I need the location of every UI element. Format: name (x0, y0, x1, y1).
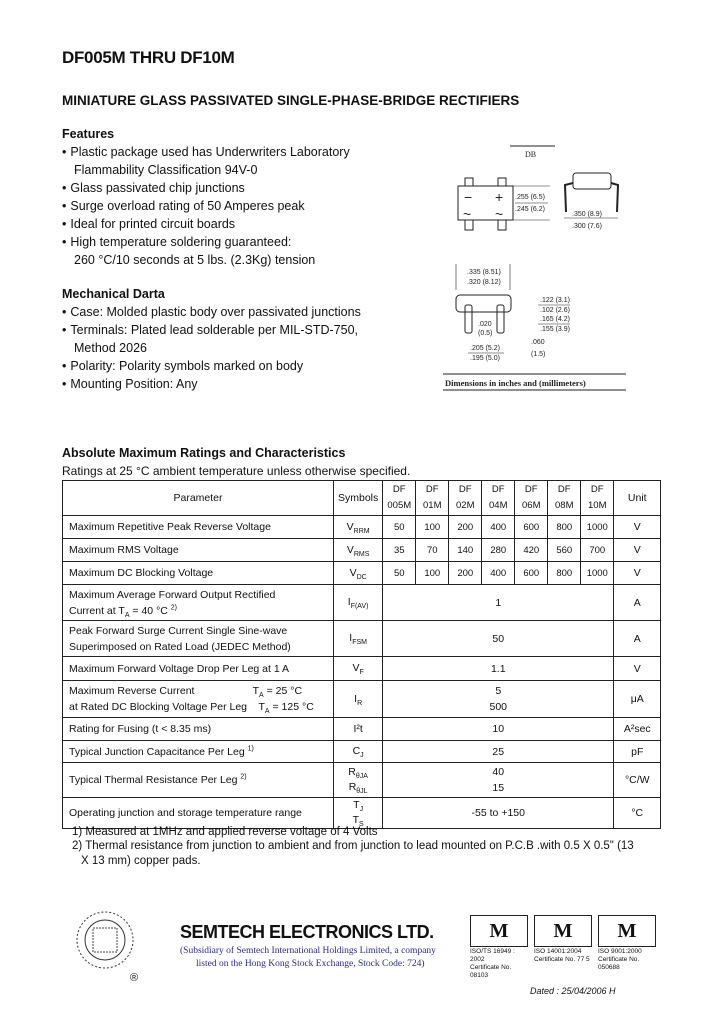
cert-caption (470, 948, 530, 980)
value-cell: 280 (482, 539, 515, 562)
value-cell (383, 621, 614, 657)
mechanical-item: • Mounting Position: Any (62, 377, 198, 391)
part-label: 08M (555, 500, 574, 511)
cert-text: ISO 9001:2000 (598, 948, 642, 955)
value-cell (383, 718, 614, 741)
svg-text:~: ~ (495, 206, 504, 222)
mechanical-item: • Terminals: Plated lead solderable per MIL-STD-750, (62, 323, 358, 337)
header-part (548, 481, 581, 516)
svg-text:.102 (2.6): .102 (2.6) (540, 307, 570, 314)
cert-text: ISO/TS 16949 : 2002 (470, 948, 515, 963)
param-line: Maximum DC Blocking Voltage (69, 567, 214, 579)
unit-cell: °C (614, 798, 661, 829)
mechanical-item: • Case: Molded plastic body over passivated junctions (62, 305, 361, 319)
part-label: DF (557, 484, 571, 495)
value-cell: 420 (515, 539, 548, 562)
table-row (63, 798, 661, 829)
part-label: 005M (387, 500, 412, 511)
table-row (63, 741, 661, 763)
semtech-logo (75, 910, 135, 970)
company-sub-2: listed on the Hong Kong Stock Exchange, Stock Code: 724) (196, 959, 425, 969)
symbol-subscript: F(AV) (350, 603, 369, 611)
value-cell: 50 (383, 562, 416, 585)
svg-text:Dimensions in inches and (mill: Dimensions in inches and (millimeters) (445, 378, 586, 388)
param-line: Typical Thermal Resistance Per Leg $^{2)}$ (69, 773, 247, 786)
symbol-cell (334, 798, 383, 829)
cert-badge: M (470, 915, 528, 947)
mechanical-heading: Mechanical Darta (62, 287, 165, 301)
mechanical-item: • Polarity: Polarity symbols marked on body (62, 359, 303, 373)
value: 50 (492, 632, 505, 645)
symbol: $T_S$ (352, 814, 364, 829)
param-cell (63, 621, 334, 657)
symbol-cell (334, 585, 383, 621)
value-cell: 400 (482, 516, 515, 539)
symbol: $C_J$ (352, 745, 364, 760)
param-cell (63, 741, 334, 763)
symbol-cell (334, 539, 383, 562)
registered-mark: ® (130, 972, 139, 984)
features-item: • Surge overload rating of 50 Amperes peak (62, 199, 305, 213)
footnote-2: 2) Thermal resistance from junction to ambient and from junction to lead mounted on P.C.B .with 0.5 X 0.5" (13 (72, 840, 634, 852)
param-line: Peak Forward Surge Current Single Sine-wave (69, 624, 288, 637)
part-label: DF (524, 484, 538, 495)
table-row (63, 621, 661, 657)
features-item: • Ideal for printed circuit boards (62, 217, 235, 231)
footnote-ref: 2) (170, 604, 177, 611)
value: 1 (495, 596, 502, 609)
svg-text:.205 (5.2): .205 (5.2) (470, 345, 500, 352)
symbol-subscript: S (359, 821, 364, 829)
symbol-cell (334, 516, 383, 539)
symbol: $I_R$ (354, 692, 363, 707)
value-cell: 1000 (581, 562, 614, 585)
footnote-ref: 1) (247, 745, 254, 752)
symbol-subscript: θJA (355, 773, 368, 781)
value-cell: 600 (515, 516, 548, 539)
part-label: DF (458, 484, 472, 495)
footnote-ref: 2) (240, 773, 247, 781)
cert-caption (534, 948, 594, 964)
value-cell: 600 (515, 562, 548, 585)
symbol-cell (334, 681, 383, 718)
param-cell (63, 763, 334, 798)
value-cell: 70 (416, 539, 449, 562)
value-cell: 400 (482, 562, 515, 585)
svg-text:.245 (6.2): .245 (6.2) (515, 206, 545, 213)
value: 5 (495, 685, 502, 697)
table-header-row (63, 481, 661, 516)
symbol-subscript: R (357, 699, 363, 707)
unit-cell: A (614, 621, 661, 657)
symbol: $I_{FSM}$ (349, 632, 367, 647)
symbol: I²t (353, 722, 363, 735)
part-label: 10M (588, 500, 607, 511)
header-part (449, 481, 482, 516)
symbol-cell (334, 621, 383, 657)
header-part (416, 481, 449, 516)
unit-cell: V (614, 562, 661, 585)
header-part (515, 481, 548, 516)
table-row (63, 562, 661, 585)
header-part (482, 481, 515, 516)
features-item: • High temperature soldering guaranteed: (62, 235, 291, 249)
part-label: DF (491, 484, 505, 495)
svg-text:.335 (8.51): .335 (8.51) (467, 269, 501, 276)
footnote-1: 1) Measured at 1MHz and applied reverse voltage of 4 Volts (72, 826, 378, 838)
unit-cell: V (614, 539, 661, 562)
value-cell (383, 763, 614, 798)
unit-cell: °C/W (614, 763, 661, 798)
value: 25 (492, 745, 505, 758)
unit-cell: pF (614, 741, 661, 763)
param-cell (63, 539, 334, 562)
value-cell (383, 585, 614, 621)
value-cell: 800 (548, 516, 581, 539)
symbol-subscript: F (359, 669, 364, 677)
param-line: at Rated DC Blocking Voltage Per Leg $T_A = 125$ °C (69, 701, 314, 716)
unit-cell: V (614, 516, 661, 539)
symbol: $V_{RRM}$ (346, 520, 370, 535)
param-cell (63, 585, 334, 621)
symbol-subscript: DC (356, 573, 367, 581)
symbol-subscript: J (360, 752, 364, 760)
header-symbols: Symbols (334, 481, 383, 516)
unit-cell: A²sec (614, 718, 661, 741)
ratings-note: Ratings at 25 °C ambient temperature unless otherwise specified. (62, 464, 411, 478)
symbol: $R_{\theta JL}$ (348, 781, 368, 796)
features-item: • Glass passivated chip junctions (62, 181, 245, 195)
value-cell: 1000 (581, 516, 614, 539)
value: 40 (492, 766, 505, 778)
footnote-2-cont: X 13 mm) copper pads. (81, 855, 201, 867)
param-line: Current at $T_A = 40$ °C $^{2)}$ (69, 604, 177, 619)
subscript: A (264, 708, 270, 716)
symbol: $V_{DC}$ (349, 566, 367, 581)
unit-cell: μA (614, 681, 661, 718)
svg-text:.165 (4.2): .165 (4.2) (540, 316, 570, 323)
param-cell (63, 516, 334, 539)
value: -55 to +150 (471, 807, 525, 819)
document-subtitle: MINIATURE GLASS PASSIVATED SINGLE-PHASE-BRIDGE RECTIFIERS (62, 93, 520, 108)
symbol: $V_F$ (352, 662, 364, 677)
cert-badge: M (534, 915, 592, 947)
param-line: Maximum RMS Voltage (69, 544, 179, 556)
value-cell (383, 657, 614, 681)
param-line: Rating for Fusing (t < 8.35 ms) (69, 723, 212, 735)
value-cell: 35 (383, 539, 416, 562)
dated-text: Dated : 25/04/2006 H (530, 986, 616, 996)
symbol-cell (334, 718, 383, 741)
symbol-cell (334, 657, 383, 681)
value: 500 (489, 701, 508, 713)
part-label: 04M (489, 500, 508, 511)
value: 1.1 (490, 662, 506, 675)
value: 10 (492, 723, 505, 735)
header-part (581, 481, 614, 516)
param-cell (63, 681, 334, 718)
symbol-subscript: RRM (353, 527, 370, 535)
part-label: DF (425, 484, 439, 495)
features-item-cont: 260 °C/10 seconds at 5 lbs. (2.3Kg) tension (74, 253, 316, 267)
svg-text:−: − (464, 189, 473, 205)
table-row (63, 657, 661, 681)
symbol-subscript: J (359, 806, 364, 814)
svg-text:.020: .020 (478, 321, 492, 328)
param-line: Superimposed on Rated Load (JEDEC Method) (69, 640, 291, 653)
value-cell (383, 681, 614, 718)
symbol-subscript: FSM (352, 639, 367, 647)
table-row (63, 539, 661, 562)
ratings-table (62, 480, 661, 829)
features-item: • Plastic package used has Underwriters Laboratory (62, 145, 350, 159)
table-row (63, 585, 661, 621)
param-line: Operating junction and storage temperature range (69, 807, 302, 819)
symbol-subscript: θJL (356, 788, 368, 796)
table-row (63, 681, 661, 718)
value-cell: 200 (449, 562, 482, 585)
svg-text:.060: .060 (531, 339, 545, 346)
header-unit: Unit (614, 481, 661, 516)
value-cell: 560 (548, 539, 581, 562)
symbol: $I_{F(AV)}$ (347, 596, 369, 611)
value-cell: 200 (449, 516, 482, 539)
value-cell: 50 (383, 516, 416, 539)
part-label: DF (392, 484, 406, 495)
param-line: Maximum Average Forward Output Rectified (69, 588, 276, 601)
svg-text:.155 (3.9): .155 (3.9) (540, 326, 570, 333)
unit-cell: V (614, 657, 661, 681)
cert-text: Certificate No. 77 5 (534, 956, 590, 963)
symbol: $R_{\theta JA}$ (348, 766, 368, 781)
value-cell: 140 (449, 539, 482, 562)
cert-text: ISO 14001:2004 (534, 948, 582, 955)
part-label: DF (590, 484, 604, 495)
cert-caption (598, 948, 658, 972)
svg-text:.195 (5.0): .195 (5.0) (470, 355, 500, 362)
header-part (383, 481, 416, 516)
document-title: DF005M THRU DF10M (62, 48, 235, 67)
symbol-subscript: RMS (353, 550, 370, 558)
param-cell (63, 798, 334, 829)
value-cell (383, 741, 614, 763)
cert-badge: M (598, 915, 656, 947)
table-row (63, 718, 661, 741)
param-cell (63, 657, 334, 681)
value-cell: 100 (416, 516, 449, 539)
symbol-cell (334, 763, 383, 798)
svg-text:.350 (8.9): .350 (8.9) (572, 211, 602, 218)
table-row (63, 763, 661, 798)
param-cell (63, 718, 334, 741)
param-line: Typical Junction Capacitance Per Leg $^{1)}$ (69, 745, 254, 758)
svg-text:.255 (6.5): .255 (6.5) (515, 194, 545, 201)
param-line: Maximum Reverse Current $T_A = 25$ °C (69, 685, 303, 700)
mechanical-item-cont: Method 2026 (74, 341, 147, 355)
svg-text:(0.5): (0.5) (478, 330, 493, 337)
features-heading: Features (62, 127, 115, 141)
package-dimension-diagram (440, 140, 640, 395)
symbol: $V_{RMS}$ (346, 543, 370, 558)
header-parameter: Parameter (63, 481, 334, 516)
symbol-cell (334, 562, 383, 585)
value-cell: 800 (548, 562, 581, 585)
svg-text:(1.5): (1.5) (531, 351, 546, 358)
svg-text:.320 (8.12): .320 (8.12) (467, 279, 501, 286)
cert-text: Certificate No. 08103 (470, 964, 512, 979)
subscript: A (124, 611, 130, 619)
part-label: 01M (423, 500, 442, 511)
param-line: Maximum Repetitive Peak Reverse Voltage (69, 521, 271, 533)
svg-text:DB: DB (525, 150, 537, 159)
unit-cell: A (614, 585, 661, 621)
cert-text: Certificate No. 050688 (598, 956, 640, 971)
part-label: 02M (456, 500, 475, 511)
features-item-cont: Flammability Classification 94V-0 (74, 163, 258, 177)
value-cell (383, 798, 614, 829)
company-sub-1: (Subsidiary of Semtech International Holdings Limited, a company (180, 946, 436, 956)
value: 15 (492, 782, 505, 794)
svg-text:~: ~ (463, 206, 472, 222)
param-line: Maximum Forward Voltage Drop Per Leg at 1 A (69, 662, 290, 675)
table-row (63, 516, 661, 539)
param-cell (63, 562, 334, 585)
svg-text:.122 (3.1): .122 (3.1) (540, 297, 570, 304)
subscript: A (259, 692, 264, 700)
value-cell: 700 (581, 539, 614, 562)
svg-text:.300 (7.6): .300 (7.6) (572, 223, 602, 230)
symbol: $T_J$ (353, 799, 364, 814)
symbol-cell (334, 741, 383, 763)
svg-text:+: + (495, 189, 504, 205)
part-label: 06M (522, 500, 541, 511)
company-name: SEMTECH ELECTRONICS LTD. (180, 922, 434, 942)
value-cell: 100 (416, 562, 449, 585)
ratings-heading: Absolute Maximum Ratings and Characteristics (62, 446, 346, 460)
